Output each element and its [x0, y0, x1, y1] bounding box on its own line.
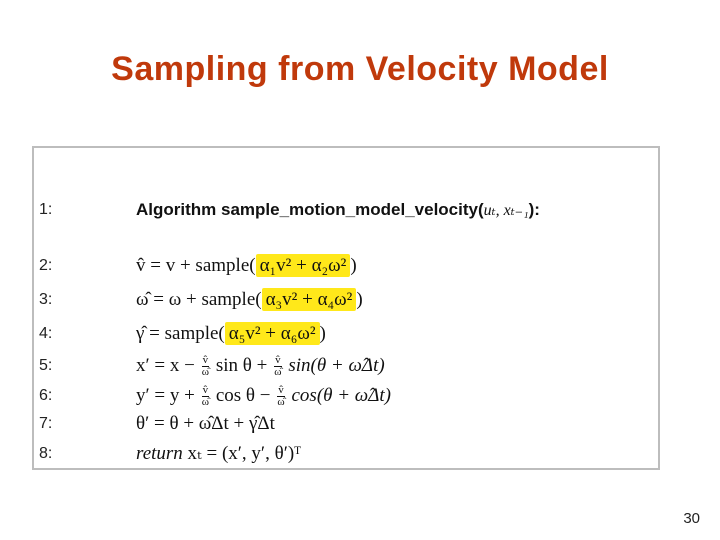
algorithm-line-8: [34, 440, 658, 468]
algorithm-args: uₜ, xₜ₋₁: [483, 202, 529, 219]
highlighted-noise-term: α₁v² + α₂ω²: [256, 254, 351, 277]
algorithm-line-6: 6: y′ = y + $\frac{v̂}{\omegâ}$ cos θ − $\frac{v̂}{\omegâ}$ cos(θ + ω̂Δt): [34, 382, 658, 410]
line-number: 6:: [39, 387, 53, 404]
statement-lhs: ω̂ = ω + sample(: [136, 289, 262, 310]
statement-lhs: γ̂ = sample(: [136, 323, 225, 344]
fraction: $\frac{v̂}{\omegâ}$: [274, 354, 282, 379]
algorithm-line-4: 4: γ̂ = sample( α₅v² + α₆ω² ): [34, 320, 658, 348]
algorithm-box: [32, 146, 660, 470]
fraction: $\frac{v̂}{\omegâ}$: [277, 384, 285, 409]
algorithm-signature: Algorithm sample_motion_model_velocity(: [136, 200, 484, 219]
line-number: 3:: [39, 291, 53, 308]
line-number: 5:: [39, 357, 53, 374]
algorithm-line-1: [34, 196, 658, 224]
statement: θ′ = θ + ω̂Δt + γ̂Δt: [136, 413, 275, 434]
algorithm-line-5: 5: x′ = x − $\frac{v̂}{\omegâ}$ sin θ + $\frac{v̂}{\omegâ}$ sin(θ + ω̂Δt): [34, 352, 658, 380]
line-number: 2:: [39, 257, 53, 274]
algorithm-line-7: [34, 410, 658, 438]
return-keyword: return: [136, 443, 183, 464]
page-number: 30: [683, 510, 700, 527]
highlighted-noise-term: α₃v² + α₄ω²: [262, 288, 357, 311]
algorithm-signature-end: ):: [528, 200, 540, 219]
highlighted-noise-term: α₅v² + α₆ω²: [225, 322, 320, 345]
statement-lhs: v̂ = v + sample(: [136, 255, 256, 276]
line-number: 4:: [39, 325, 53, 342]
line-number: 8:: [39, 445, 53, 462]
slide-title: Sampling from Velocity Model: [111, 50, 609, 88]
line-number: 1:: [39, 201, 53, 218]
fraction: $\frac{v̂}{\omegâ}$: [201, 384, 209, 409]
line-number: 7:: [39, 415, 53, 432]
return-statement: xₜ = (x′, y′, θ′)ᵀ: [187, 443, 302, 464]
algorithm-line-2: 2: v̂ = v + sample( α₁v² + α₂ω² ): [34, 252, 658, 280]
algorithm-line-3: 3: ω̂ = ω + sample( α₃v² + α₄ω² ): [34, 286, 658, 314]
fraction: $\frac{v̂}{\omegâ}$: [201, 354, 209, 379]
